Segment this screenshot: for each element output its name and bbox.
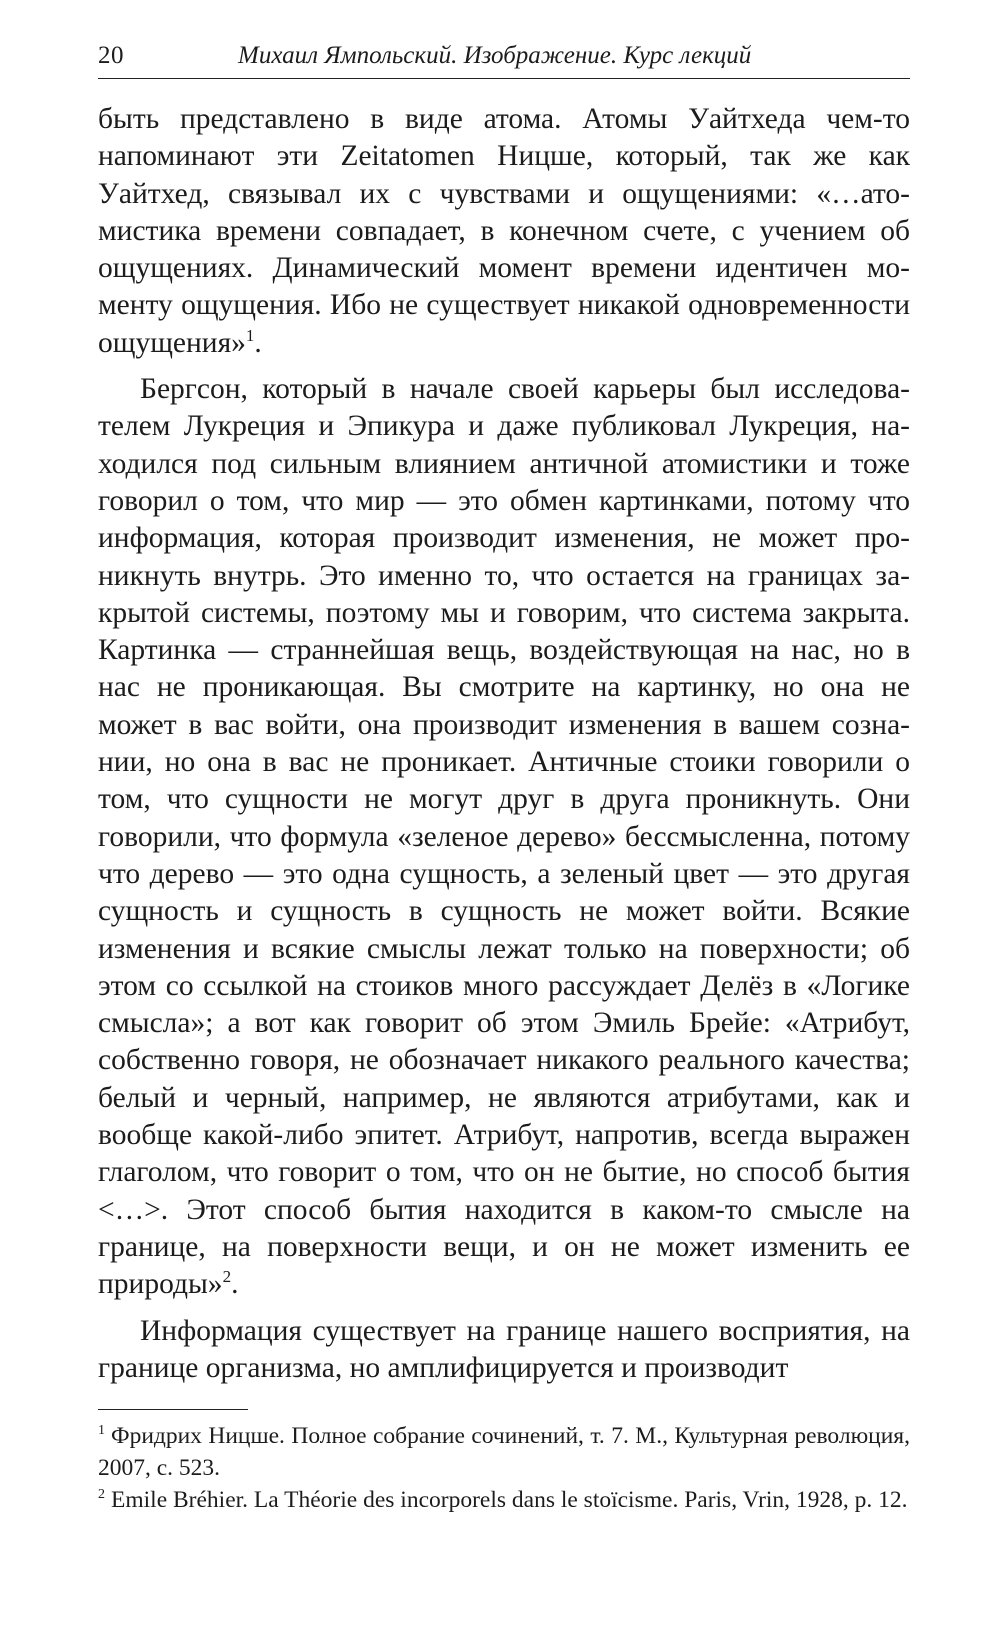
running-title: Михаил Ямпольский. Изображение. Курс лекций bbox=[238, 42, 752, 69]
footnote-marker: 2 bbox=[98, 1487, 105, 1503]
paragraph-tail: . bbox=[254, 326, 262, 359]
page-number: 20 bbox=[98, 42, 124, 69]
footnote-marker: 1 bbox=[98, 1423, 105, 1439]
paragraph bbox=[98, 101, 910, 362]
footnote-reference: 2 bbox=[222, 1267, 232, 1287]
book-page bbox=[98, 38, 910, 1516]
paragraph-text: Информация существует на границе нашего восприятия, на границе организма, но амплифицируется и производит bbox=[98, 1314, 910, 1384]
footnote-text: Emile Bréhier. La Théorie des incorporels dans le stoïcisme. Paris, Vrin, 1928, p. 12. bbox=[111, 1487, 908, 1514]
footnote-separator bbox=[98, 1409, 248, 1410]
footnote bbox=[98, 1420, 910, 1484]
footnotes bbox=[98, 1420, 910, 1516]
footnote-reference: 1 bbox=[245, 325, 255, 345]
paragraph-text: быть представлено в виде атома. Атомы Уайтхеда чем-то напоминают эти Zeitatomen Ницше, который, так же как Уайтхед, связывал их с чувствами и ощущениями: «…атомистика времени совпадает, в конечном счете, с учением об ощущениях. Динамический момент времени идентичен моменту ощущения. Ибо не существует никакой одновременности ощущения» bbox=[98, 103, 910, 359]
paragraph bbox=[98, 371, 910, 1303]
body-text bbox=[98, 101, 910, 1387]
page-header bbox=[98, 38, 910, 79]
footnote bbox=[98, 1484, 910, 1516]
paragraph bbox=[98, 1313, 910, 1388]
footnote-text: Фридрих Ницше. Полное собрание сочинений, т. 7. М., Культурная революция, 2007, с. 523. bbox=[98, 1423, 910, 1482]
paragraph-tail: . bbox=[231, 1268, 239, 1301]
paragraph-text: Бергсон, который в начале своей карьеры был исследователем Лукреция и Эпикура и даже публиковал Лукреция, находился под сильным влиянием античной атомистики и тоже говорил о том, что мир — это обмен картинками, потому что информация, которая производит изменения, не может проникнуть внутрь. Это именно то, что остается на границах закрытой системы, поэтому мы и говорим, что система закрыта. Картинка — страннейшая вещь, воздействующая на нас, но в нас не проникающая. Вы смотрите на картинку, но она не может в вас войти, она производит изменения в вашем сознании, но она в вас не проникает. Античные стоики говорили о том, что сущности не могут друг в друга проникнуть. Они говорили, что формула «зеленое дерево» бессмысленна, потому что дерево — это одна сущность, а зеленый цвет — это другая сущность и сущность в сущность не может войти. Всякие изменения и всякие смыслы лежат только на поверхности; об этом со ссылкой на стоиков много рассуждает Делёз в «Логике смысла»; а вот как говорит об этом Эмиль Брейе: «Атрибут, собственно говоря, не обозначает никакого реального качества; белый и черный, например, не являются атрибутами, как и вообще какой-либо эпитет. Атрибут, напротив, всегда выражен глаголом, что говорит о том, что он не бытие, но способ бытия <…>. Этот способ бытия находится в каком-то смысле на границе, на поверхности вещи, и он не может изменить ее природы» bbox=[98, 373, 910, 1301]
